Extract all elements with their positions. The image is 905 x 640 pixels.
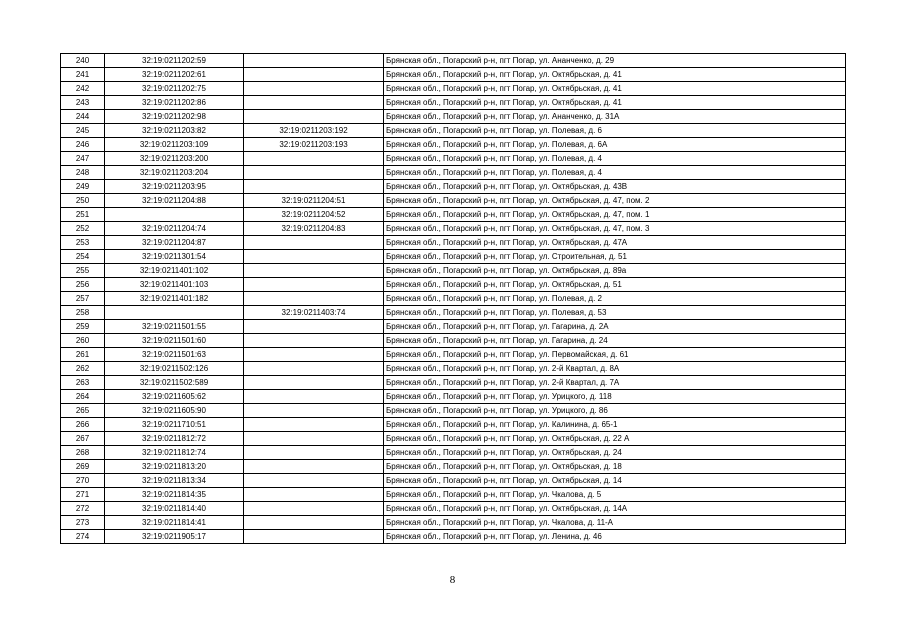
address-cell: Брянская обл., Погарский р-н, пгт Погар, ул. Чкалова, д. 11-А [384,516,846,530]
table-row [61,502,846,516]
row-number-cell: 261 [61,348,105,362]
cadastral-number-cell: 32:19:0211202:75 [105,82,244,96]
table-row [61,460,846,474]
cadastral-number-cell: 32:19:0211814:40 [105,502,244,516]
address-cell: Брянская обл., Погарский р-н, пгт Погар, ул. Октябрьская, д. 14 [384,474,846,488]
address-cell: Брянская обл., Погарский р-н, пгт Погар, ул. Октябрьская, д. 51 [384,278,846,292]
table-row [61,236,846,250]
row-number-cell: 250 [61,194,105,208]
address-cell: Брянская обл., Погарский р-н, пгт Погар, ул. Октябрьская, д. 47, пом. 2 [384,194,846,208]
row-number-cell: 240 [61,54,105,68]
row-number-cell: 255 [61,264,105,278]
related-cadastral-number-cell [244,292,384,306]
address-cell: Брянская обл., Погарский р-н, пгт Погар, ул. Калинина, д. 65-1 [384,418,846,432]
related-cadastral-number-cell: 32:19:0211403:74 [244,306,384,320]
cadastral-number-cell: 32:19:0211203:109 [105,138,244,152]
address-cell: Брянская обл., Погарский р-н, пгт Погар, ул. Полевая, д. 4 [384,166,846,180]
row-number-cell: 251 [61,208,105,222]
address-cell: Брянская обл., Погарский р-н, пгт Погар, ул. Чкалова, д. 5 [384,488,846,502]
row-number-cell: 242 [61,82,105,96]
table-row [61,516,846,530]
row-number-cell: 271 [61,488,105,502]
row-number-cell: 266 [61,418,105,432]
cadastral-number-cell: 32:19:0211202:59 [105,54,244,68]
related-cadastral-number-cell [244,502,384,516]
cadastral-number-cell: 32:19:0211605:62 [105,390,244,404]
related-cadastral-number-cell [244,516,384,530]
table-row [61,194,846,208]
registry-table-body [61,54,846,544]
related-cadastral-number-cell [244,376,384,390]
related-cadastral-number-cell [244,82,384,96]
row-number-cell: 263 [61,376,105,390]
related-cadastral-number-cell: 32:19:0211204:83 [244,222,384,236]
table-row [61,418,846,432]
address-cell: Брянская обл., Погарский р-н, пгт Погар, ул. Октябрьская, д. 14А [384,502,846,516]
address-cell: Брянская обл., Погарский р-н, пгт Погар, ул. Полевая, д. 4 [384,152,846,166]
row-number-cell: 245 [61,124,105,138]
table-row [61,222,846,236]
row-number-cell: 262 [61,362,105,376]
row-number-cell: 269 [61,460,105,474]
cadastral-number-cell: 32:19:0211203:204 [105,166,244,180]
cadastral-number-cell: 32:19:0211203:95 [105,180,244,194]
cadastral-number-cell [105,208,244,222]
address-cell: Брянская обл., Погарский р-н, пгт Погар, ул. Октябрьская, д. 89а [384,264,846,278]
cadastral-number-cell: 32:19:0211203:200 [105,152,244,166]
row-number-cell: 248 [61,166,105,180]
address-cell: Брянская обл., Погарский р-н, пгт Погар, ул. Гагарина, д. 2А [384,320,846,334]
cadastral-number-cell: 32:19:0211401:103 [105,278,244,292]
row-number-cell: 256 [61,278,105,292]
address-cell: Брянская обл., Погарский р-н, пгт Погар, ул. Октябрьская, д. 18 [384,460,846,474]
cadastral-number-cell: 32:19:0211204:74 [105,222,244,236]
related-cadastral-number-cell [244,446,384,460]
table-row [61,152,846,166]
related-cadastral-number-cell [244,418,384,432]
related-cadastral-number-cell [244,334,384,348]
address-cell: Брянская обл., Погарский р-н, пгт Погар, ул. Октябрьская, д. 47, пом. 3 [384,222,846,236]
cadastral-number-cell [105,306,244,320]
related-cadastral-number-cell [244,530,384,544]
table-row [61,54,846,68]
row-number-cell: 260 [61,334,105,348]
table-row [61,390,846,404]
cadastral-number-cell: 32:19:0211502:589 [105,376,244,390]
related-cadastral-number-cell [244,390,384,404]
cadastral-number-cell: 32:19:0211401:102 [105,264,244,278]
table-row [61,362,846,376]
related-cadastral-number-cell: 32:19:0211204:52 [244,208,384,222]
row-number-cell: 267 [61,432,105,446]
row-number-cell: 274 [61,530,105,544]
related-cadastral-number-cell [244,180,384,194]
related-cadastral-number-cell [244,278,384,292]
address-cell: Брянская обл., Погарский р-н, пгт Погар, ул. Ленина, д. 46 [384,530,846,544]
address-cell: Брянская обл., Погарский р-н, пгт Погар, ул. Урицкого, д. 86 [384,404,846,418]
cadastral-number-cell: 32:19:0211812:72 [105,432,244,446]
address-cell: Брянская обл., Погарский р-н, пгт Погар, ул. Полевая, д. 2 [384,292,846,306]
row-number-cell: 253 [61,236,105,250]
related-cadastral-number-cell [244,250,384,264]
address-cell: Брянская обл., Погарский р-н, пгт Погар, ул. Гагарина, д. 24 [384,334,846,348]
table-row [61,96,846,110]
related-cadastral-number-cell [244,460,384,474]
cadastral-number-cell: 32:19:0211814:41 [105,516,244,530]
related-cadastral-number-cell [244,320,384,334]
cadastral-number-cell: 32:19:0211203:82 [105,124,244,138]
row-number-cell: 246 [61,138,105,152]
table-row [61,530,846,544]
cadastral-number-cell: 32:19:0211204:87 [105,236,244,250]
page-number: 8 [449,574,456,586]
table-row [61,110,846,124]
related-cadastral-number-cell [244,54,384,68]
table-row [61,446,846,460]
table-row [61,292,846,306]
cadastral-number-cell: 32:19:0211301:54 [105,250,244,264]
related-cadastral-number-cell: 32:19:0211203:192 [244,124,384,138]
table-row [61,124,846,138]
cadastral-number-cell: 32:19:0211401:182 [105,292,244,306]
registry-table [60,53,846,544]
related-cadastral-number-cell [244,488,384,502]
row-number-cell: 264 [61,390,105,404]
address-cell: Брянская обл., Погарский р-н, пгт Погар, ул. Полевая, д. 6 [384,124,846,138]
related-cadastral-number-cell [244,166,384,180]
address-cell: Брянская обл., Погарский р-н, пгт Погар, ул. Октябрьская, д. 43В [384,180,846,194]
address-cell: Брянская обл., Погарский р-н, пгт Погар, ул. Октябрьская, д. 41 [384,82,846,96]
table-row [61,68,846,82]
row-number-cell: 259 [61,320,105,334]
table-row [61,166,846,180]
row-number-cell: 254 [61,250,105,264]
cadastral-number-cell: 32:19:0211202:61 [105,68,244,82]
table-row [61,432,846,446]
address-cell: Брянская обл., Погарский р-н, пгт Погар, ул. Ананченко, д. 29 [384,54,846,68]
table-row [61,180,846,194]
related-cadastral-number-cell: 32:19:0211203:193 [244,138,384,152]
related-cadastral-number-cell [244,474,384,488]
table-row [61,320,846,334]
row-number-cell: 249 [61,180,105,194]
table-row [61,82,846,96]
related-cadastral-number-cell [244,264,384,278]
row-number-cell: 243 [61,96,105,110]
table-row [61,348,846,362]
address-cell: Брянская обл., Погарский р-н, пгт Погар, ул. 2-й Квартал, д. 8А [384,362,846,376]
cadastral-number-cell: 32:19:0211813:34 [105,474,244,488]
address-cell: Брянская обл., Погарский р-н, пгт Погар, ул. Урицкого, д. 118 [384,390,846,404]
cadastral-number-cell: 32:19:0211501:60 [105,334,244,348]
related-cadastral-number-cell [244,362,384,376]
row-number-cell: 270 [61,474,105,488]
cadastral-number-cell: 32:19:0211710:51 [105,418,244,432]
table-row [61,208,846,222]
cadastral-number-cell: 32:19:0211202:98 [105,110,244,124]
related-cadastral-number-cell [244,68,384,82]
table-row [61,278,846,292]
table-row [61,138,846,152]
related-cadastral-number-cell [244,404,384,418]
table-row [61,334,846,348]
related-cadastral-number-cell: 32:19:0211204:51 [244,194,384,208]
related-cadastral-number-cell [244,432,384,446]
row-number-cell: 272 [61,502,105,516]
row-number-cell: 258 [61,306,105,320]
cadastral-number-cell: 32:19:0211502:126 [105,362,244,376]
related-cadastral-number-cell [244,236,384,250]
row-number-cell: 244 [61,110,105,124]
cadastral-number-cell: 32:19:0211605:90 [105,404,244,418]
address-cell: Брянская обл., Погарский р-н, пгт Погар, ул. Ананченко, д. 31А [384,110,846,124]
row-number-cell: 241 [61,68,105,82]
row-number-cell: 252 [61,222,105,236]
row-number-cell: 268 [61,446,105,460]
row-number-cell: 247 [61,152,105,166]
address-cell: Брянская обл., Погарский р-н, пгт Погар, ул. Октябрьская, д. 47А [384,236,846,250]
related-cadastral-number-cell [244,110,384,124]
cadastral-number-cell: 32:19:0211202:86 [105,96,244,110]
table-row [61,264,846,278]
cadastral-number-cell: 32:19:0211501:63 [105,348,244,362]
address-cell: Брянская обл., Погарский р-н, пгт Погар, ул. 2-й Квартал, д. 7А [384,376,846,390]
address-cell: Брянская обл., Погарский р-н, пгт Погар, ул. Полевая, д. 53 [384,306,846,320]
related-cadastral-number-cell [244,152,384,166]
cadastral-number-cell: 32:19:0211204:88 [105,194,244,208]
table-row [61,306,846,320]
address-cell: Брянская обл., Погарский р-н, пгт Погар, ул. Октябрьская, д. 41 [384,68,846,82]
address-cell: Брянская обл., Погарский р-н, пгт Погар, ул. Полевая, д. 6А [384,138,846,152]
table-row [61,376,846,390]
row-number-cell: 273 [61,516,105,530]
address-cell: Брянская обл., Погарский р-н, пгт Погар, ул. Строительная, д. 51 [384,250,846,264]
address-cell: Брянская обл., Погарский р-н, пгт Погар, ул. Октябрьская, д. 47, пом. 1 [384,208,846,222]
cadastral-number-cell: 32:19:0211905:17 [105,530,244,544]
table-row [61,404,846,418]
address-cell: Брянская обл., Погарский р-н, пгт Погар, ул. Первомайская, д. 61 [384,348,846,362]
cadastral-number-cell: 32:19:0211813:20 [105,460,244,474]
related-cadastral-number-cell [244,96,384,110]
address-cell: Брянская обл., Погарский р-н, пгт Погар, ул. Октябрьская, д. 22 А [384,432,846,446]
row-number-cell: 265 [61,404,105,418]
address-cell: Брянская обл., Погарский р-н, пгт Погар, ул. Октябрьская, д. 41 [384,96,846,110]
table-row [61,474,846,488]
cadastral-number-cell: 32:19:0211501:55 [105,320,244,334]
cadastral-number-cell: 32:19:0211814:35 [105,488,244,502]
address-cell: Брянская обл., Погарский р-н, пгт Погар, ул. Октябрьская, д. 24 [384,446,846,460]
table-row [61,250,846,264]
row-number-cell: 257 [61,292,105,306]
table-row [61,488,846,502]
cadastral-number-cell: 32:19:0211812:74 [105,446,244,460]
related-cadastral-number-cell [244,348,384,362]
